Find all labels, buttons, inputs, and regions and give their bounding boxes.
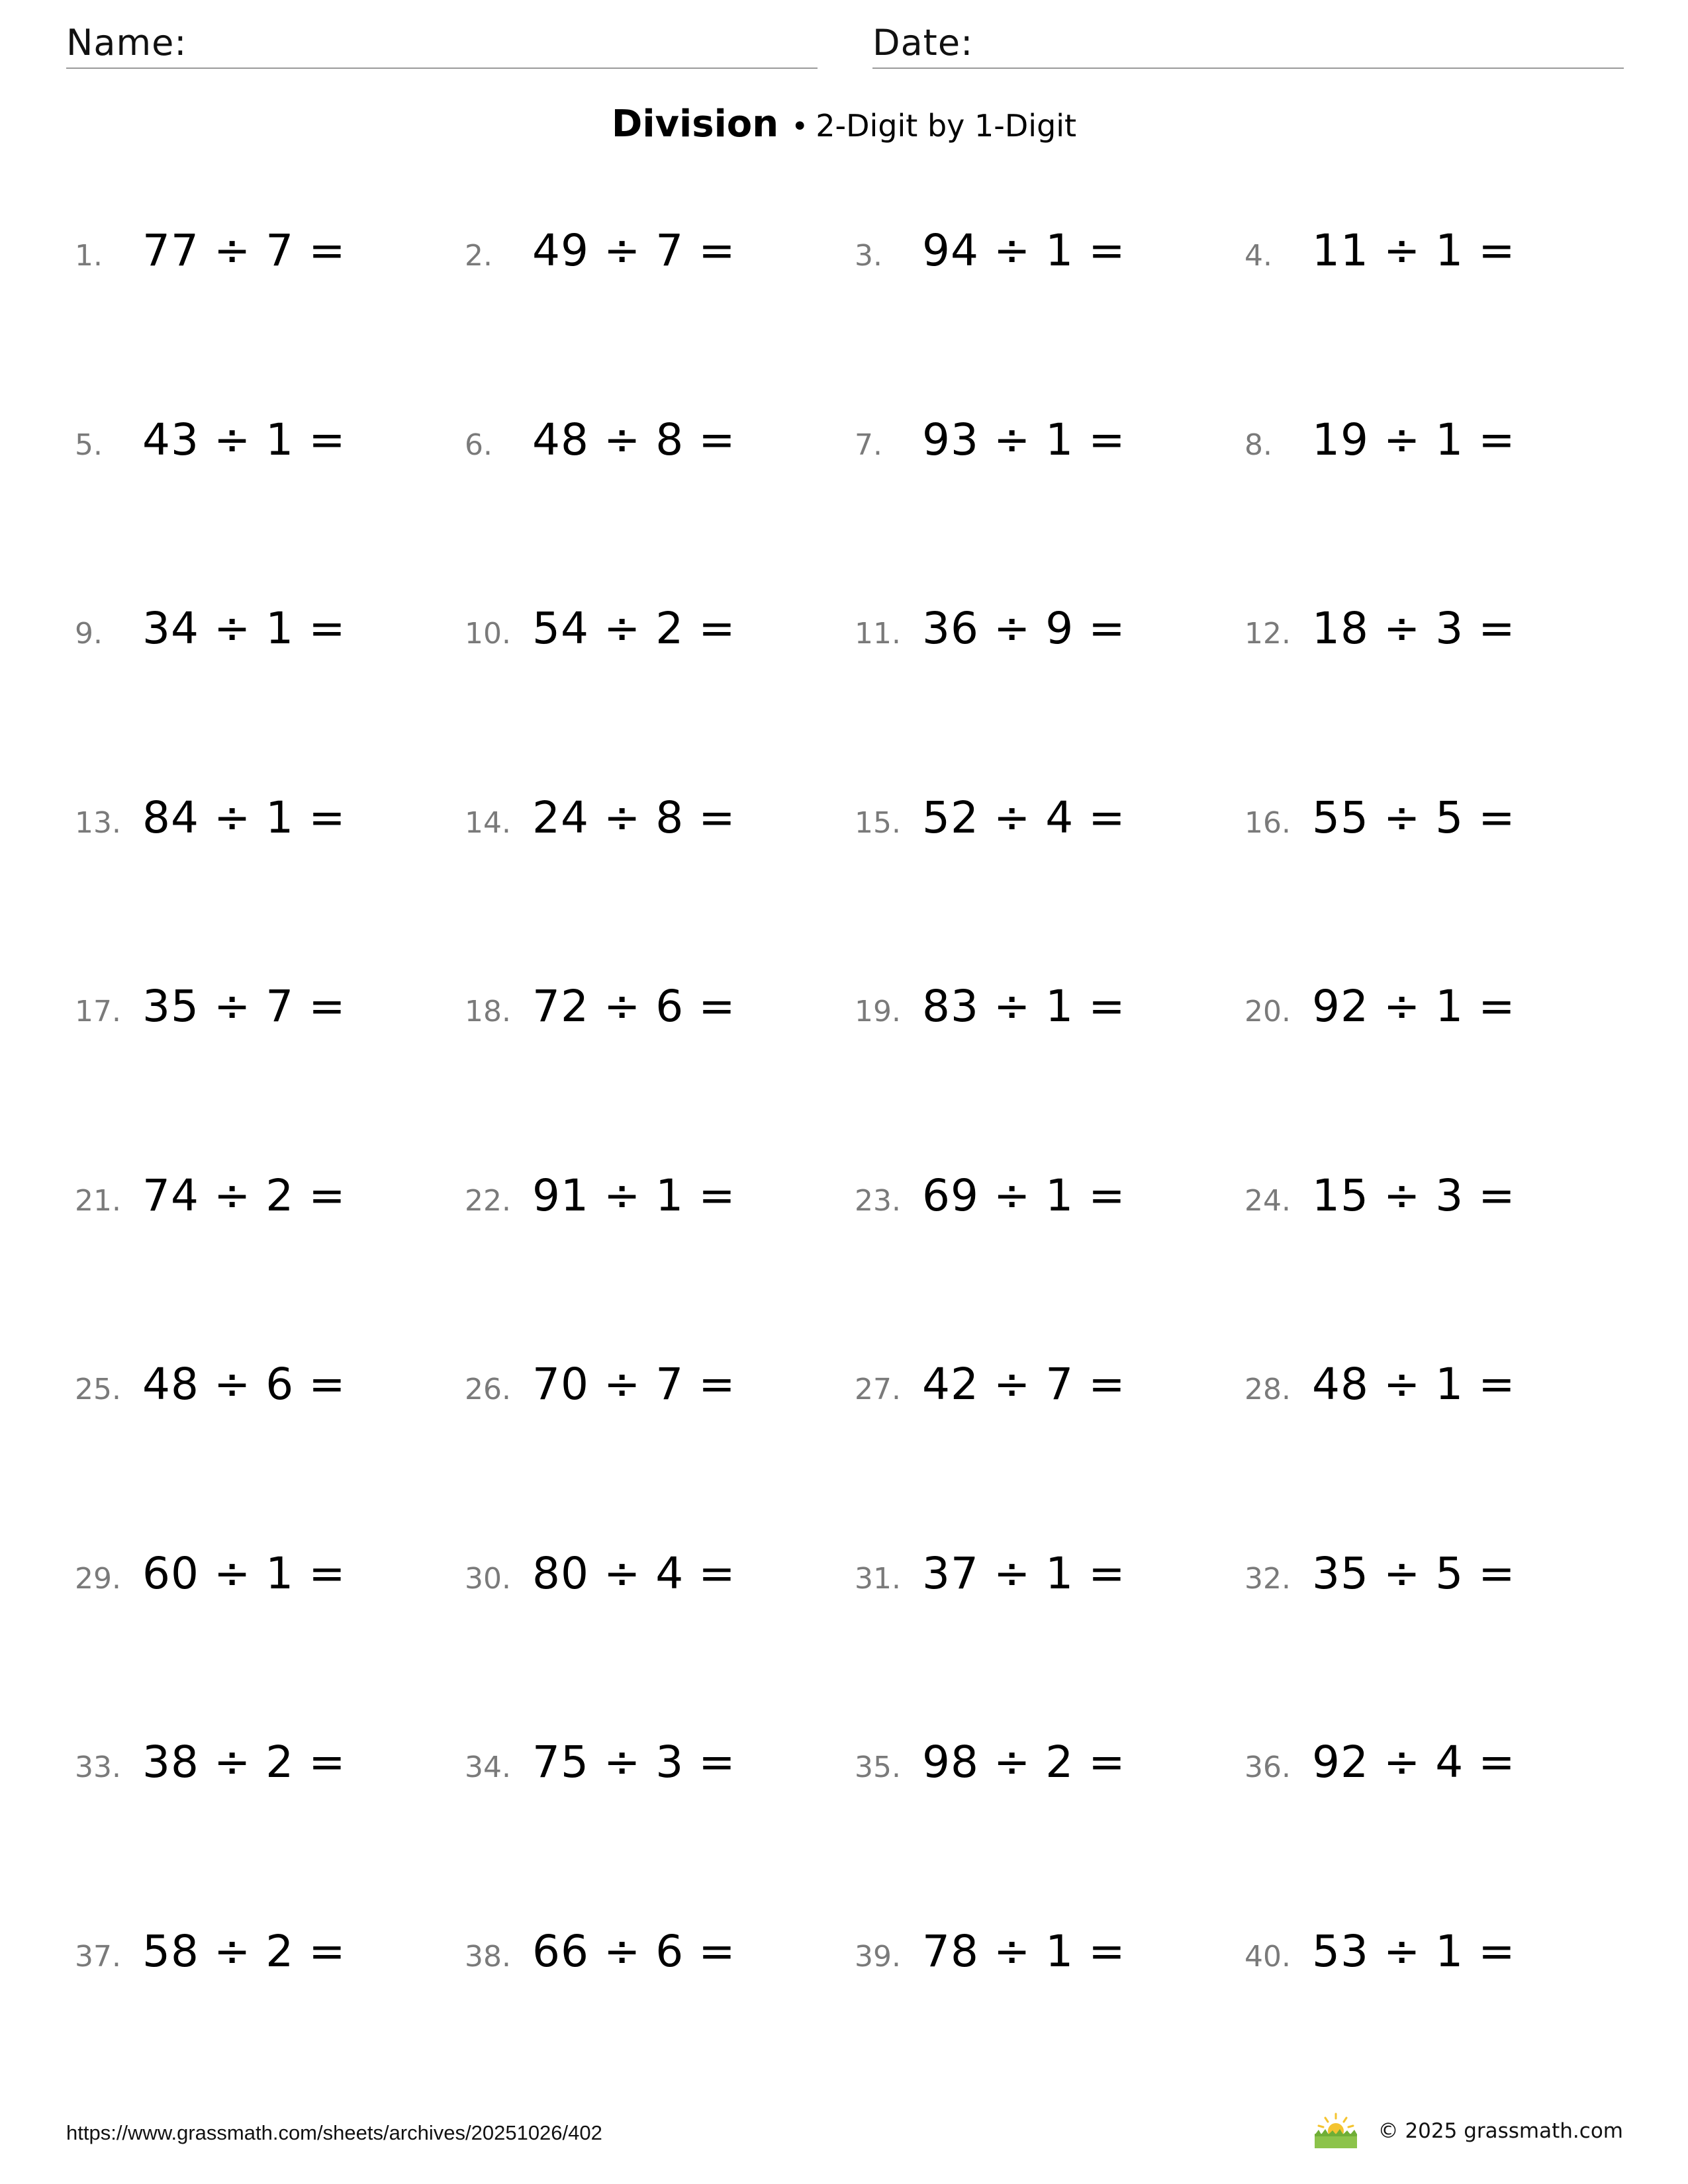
problem-number: 36.: [1244, 1751, 1291, 1784]
problem-expression: 70 ÷ 7 =: [532, 1359, 736, 1410]
problem-expression: 11 ÷ 1 =: [1312, 225, 1516, 276]
problem-number: 38.: [465, 1939, 511, 1974]
problem-number: 25.: [75, 1373, 121, 1406]
problem-number: 26.: [465, 1373, 511, 1406]
worksheet-title: [0, 103, 1688, 146]
problem-expression: 72 ÷ 6 =: [532, 981, 736, 1032]
problem-number: 17.: [75, 995, 121, 1028]
problem-item: [1244, 1359, 1634, 1428]
problem-number: 4.: [1244, 239, 1272, 273]
problem-expression: 36 ÷ 9 =: [922, 603, 1126, 654]
problem-item: [465, 1548, 855, 1617]
problem-item: [1244, 1170, 1634, 1239]
problem-expression: 93 ÷ 1 =: [922, 414, 1126, 465]
problem-number: 23.: [855, 1183, 901, 1218]
problem-expression: 34 ÷ 1 =: [142, 603, 346, 654]
problem-number: 35.: [855, 1751, 901, 1784]
problem-number: 18.: [465, 995, 511, 1028]
problem-item: [1244, 981, 1634, 1050]
problem-number: 30.: [465, 1561, 511, 1596]
problem-expression: 48 ÷ 8 =: [532, 414, 736, 465]
problem-number: 5.: [75, 428, 103, 462]
problem-item: [75, 414, 465, 483]
problem-item: [855, 414, 1244, 483]
problem-expression: 83 ÷ 1 =: [922, 981, 1126, 1032]
problem-expression: 69 ÷ 1 =: [922, 1169, 1126, 1221]
problem-number: 24.: [1244, 1183, 1291, 1218]
problem-expression: 53 ÷ 1 =: [1312, 1925, 1516, 1977]
problem-item: [75, 1359, 465, 1428]
problem-number: 34.: [465, 1751, 511, 1784]
problem-expression: 66 ÷ 6 =: [532, 1925, 736, 1977]
problem-expression: 43 ÷ 1 =: [142, 414, 346, 465]
problem-expression: 92 ÷ 4 =: [1312, 1737, 1516, 1788]
problem-expression: 19 ÷ 1 =: [1312, 414, 1516, 465]
problem-item: [75, 1737, 465, 1805]
problem-number: 21.: [75, 1183, 121, 1218]
problem-item: [465, 225, 855, 294]
problem-expression: 49 ÷ 7 =: [532, 225, 736, 276]
problem-item: [75, 1926, 465, 1995]
problem-expression: 60 ÷ 1 =: [142, 1547, 346, 1599]
problem-expression: 48 ÷ 6 =: [142, 1359, 346, 1410]
problem-item: [855, 225, 1244, 294]
problem-item: [465, 981, 855, 1050]
problem-expression: 42 ÷ 7 =: [922, 1359, 1126, 1410]
problem-expression: 38 ÷ 2 =: [142, 1737, 346, 1788]
problem-item: [465, 1170, 855, 1239]
problem-expression: 74 ÷ 2 =: [142, 1169, 346, 1221]
problem-expression: 77 ÷ 7 =: [142, 225, 346, 276]
problem-item: [75, 603, 465, 672]
problem-expression: 54 ÷ 2 =: [532, 603, 736, 654]
name-label: Name:: [66, 22, 187, 64]
problem-number: 40.: [1244, 1939, 1291, 1974]
problem-expression: 80 ÷ 4 =: [532, 1547, 736, 1599]
problem-item: [465, 603, 855, 672]
title-main: Division: [611, 103, 779, 146]
problem-number: 37.: [75, 1939, 121, 1974]
title-subtitle: 2-Digit by 1-Digit: [816, 108, 1077, 144]
problem-item: [1244, 1737, 1634, 1805]
problem-item: [465, 1737, 855, 1805]
problem-number: 2.: [465, 239, 492, 273]
footer-url[interactable]: https://www.grassmath.com/sheets/archives/20251026/402: [66, 2121, 602, 2144]
problem-expression: 37 ÷ 1 =: [922, 1547, 1126, 1599]
sun-over-grass-icon: [1313, 2113, 1358, 2150]
copyright-text: © 2025 grassmath.com: [1378, 2119, 1623, 2143]
problem-item: [855, 603, 1244, 672]
problem-number: 3.: [855, 239, 882, 273]
problem-expression: 78 ÷ 1 =: [922, 1925, 1126, 1977]
problem-number: 39.: [855, 1939, 901, 1974]
problem-expression: 48 ÷ 1 =: [1312, 1359, 1516, 1410]
problem-number: 22.: [465, 1183, 511, 1218]
problem-expression: 15 ÷ 3 =: [1312, 1169, 1516, 1221]
problem-number: 15.: [855, 805, 901, 840]
name-field[interactable]: [66, 19, 818, 69]
problem-item: [465, 1926, 855, 1995]
problem-expression: 55 ÷ 5 =: [1312, 792, 1516, 843]
problem-item: [855, 1548, 1244, 1617]
problem-number: 27.: [855, 1373, 901, 1406]
footer-brand: [1313, 2110, 1623, 2152]
problem-item: [1244, 414, 1634, 483]
problem-number: 16.: [1244, 805, 1291, 840]
problem-number: 28.: [1244, 1373, 1291, 1406]
problem-number: 11.: [855, 617, 901, 651]
problem-number: 12.: [1244, 617, 1291, 651]
problem-number: 10.: [465, 617, 511, 651]
problem-item: [75, 225, 465, 294]
problem-item: [1244, 225, 1634, 294]
problem-number: 19.: [855, 995, 901, 1028]
problem-number: 7.: [855, 428, 882, 462]
problem-number: 1.: [75, 239, 103, 273]
problem-expression: 24 ÷ 8 =: [532, 792, 736, 843]
problem-expression: 52 ÷ 4 =: [922, 792, 1126, 843]
problem-item: [855, 1926, 1244, 1995]
problem-item: [75, 1170, 465, 1239]
problem-item: [465, 1359, 855, 1428]
problem-item: [855, 1737, 1244, 1805]
problem-item: [75, 792, 465, 861]
problem-expression: 35 ÷ 7 =: [142, 981, 346, 1032]
problem-item: [465, 414, 855, 483]
problem-expression: 35 ÷ 5 =: [1312, 1547, 1516, 1599]
problem-number: 8.: [1244, 428, 1272, 462]
title-separator: •: [791, 110, 809, 144]
problem-item: [1244, 1548, 1634, 1617]
problem-number: 13.: [75, 805, 121, 840]
problem-number: 33.: [75, 1751, 121, 1784]
problem-expression: 94 ÷ 1 =: [922, 225, 1126, 276]
problem-expression: 98 ÷ 2 =: [922, 1737, 1126, 1788]
problem-item: [465, 792, 855, 861]
date-field[interactable]: [872, 19, 1624, 69]
problem-number: 14.: [465, 805, 511, 840]
problem-number: 9.: [75, 617, 103, 651]
problem-item: [855, 981, 1244, 1050]
problem-number: 32.: [1244, 1561, 1291, 1596]
date-label: Date:: [872, 22, 974, 64]
problem-item: [1244, 1926, 1634, 1995]
problem-number: 6.: [465, 428, 492, 462]
problem-item: [75, 1548, 465, 1617]
problem-expression: 58 ÷ 2 =: [142, 1925, 346, 1977]
problem-item: [75, 981, 465, 1050]
problem-number: 20.: [1244, 995, 1291, 1028]
problem-item: [855, 1359, 1244, 1428]
problem-expression: 92 ÷ 1 =: [1312, 981, 1516, 1032]
problem-grid: [75, 225, 1637, 2115]
problem-expression: 18 ÷ 3 =: [1312, 603, 1516, 654]
problem-item: [1244, 792, 1634, 861]
problem-item: [1244, 603, 1634, 672]
problem-number: 29.: [75, 1561, 121, 1596]
problem-item: [855, 792, 1244, 861]
problem-number: 31.: [855, 1561, 901, 1596]
problem-expression: 84 ÷ 1 =: [142, 792, 346, 843]
problem-expression: 91 ÷ 1 =: [532, 1169, 736, 1221]
problem-expression: 75 ÷ 3 =: [532, 1737, 736, 1788]
problem-item: [855, 1170, 1244, 1239]
